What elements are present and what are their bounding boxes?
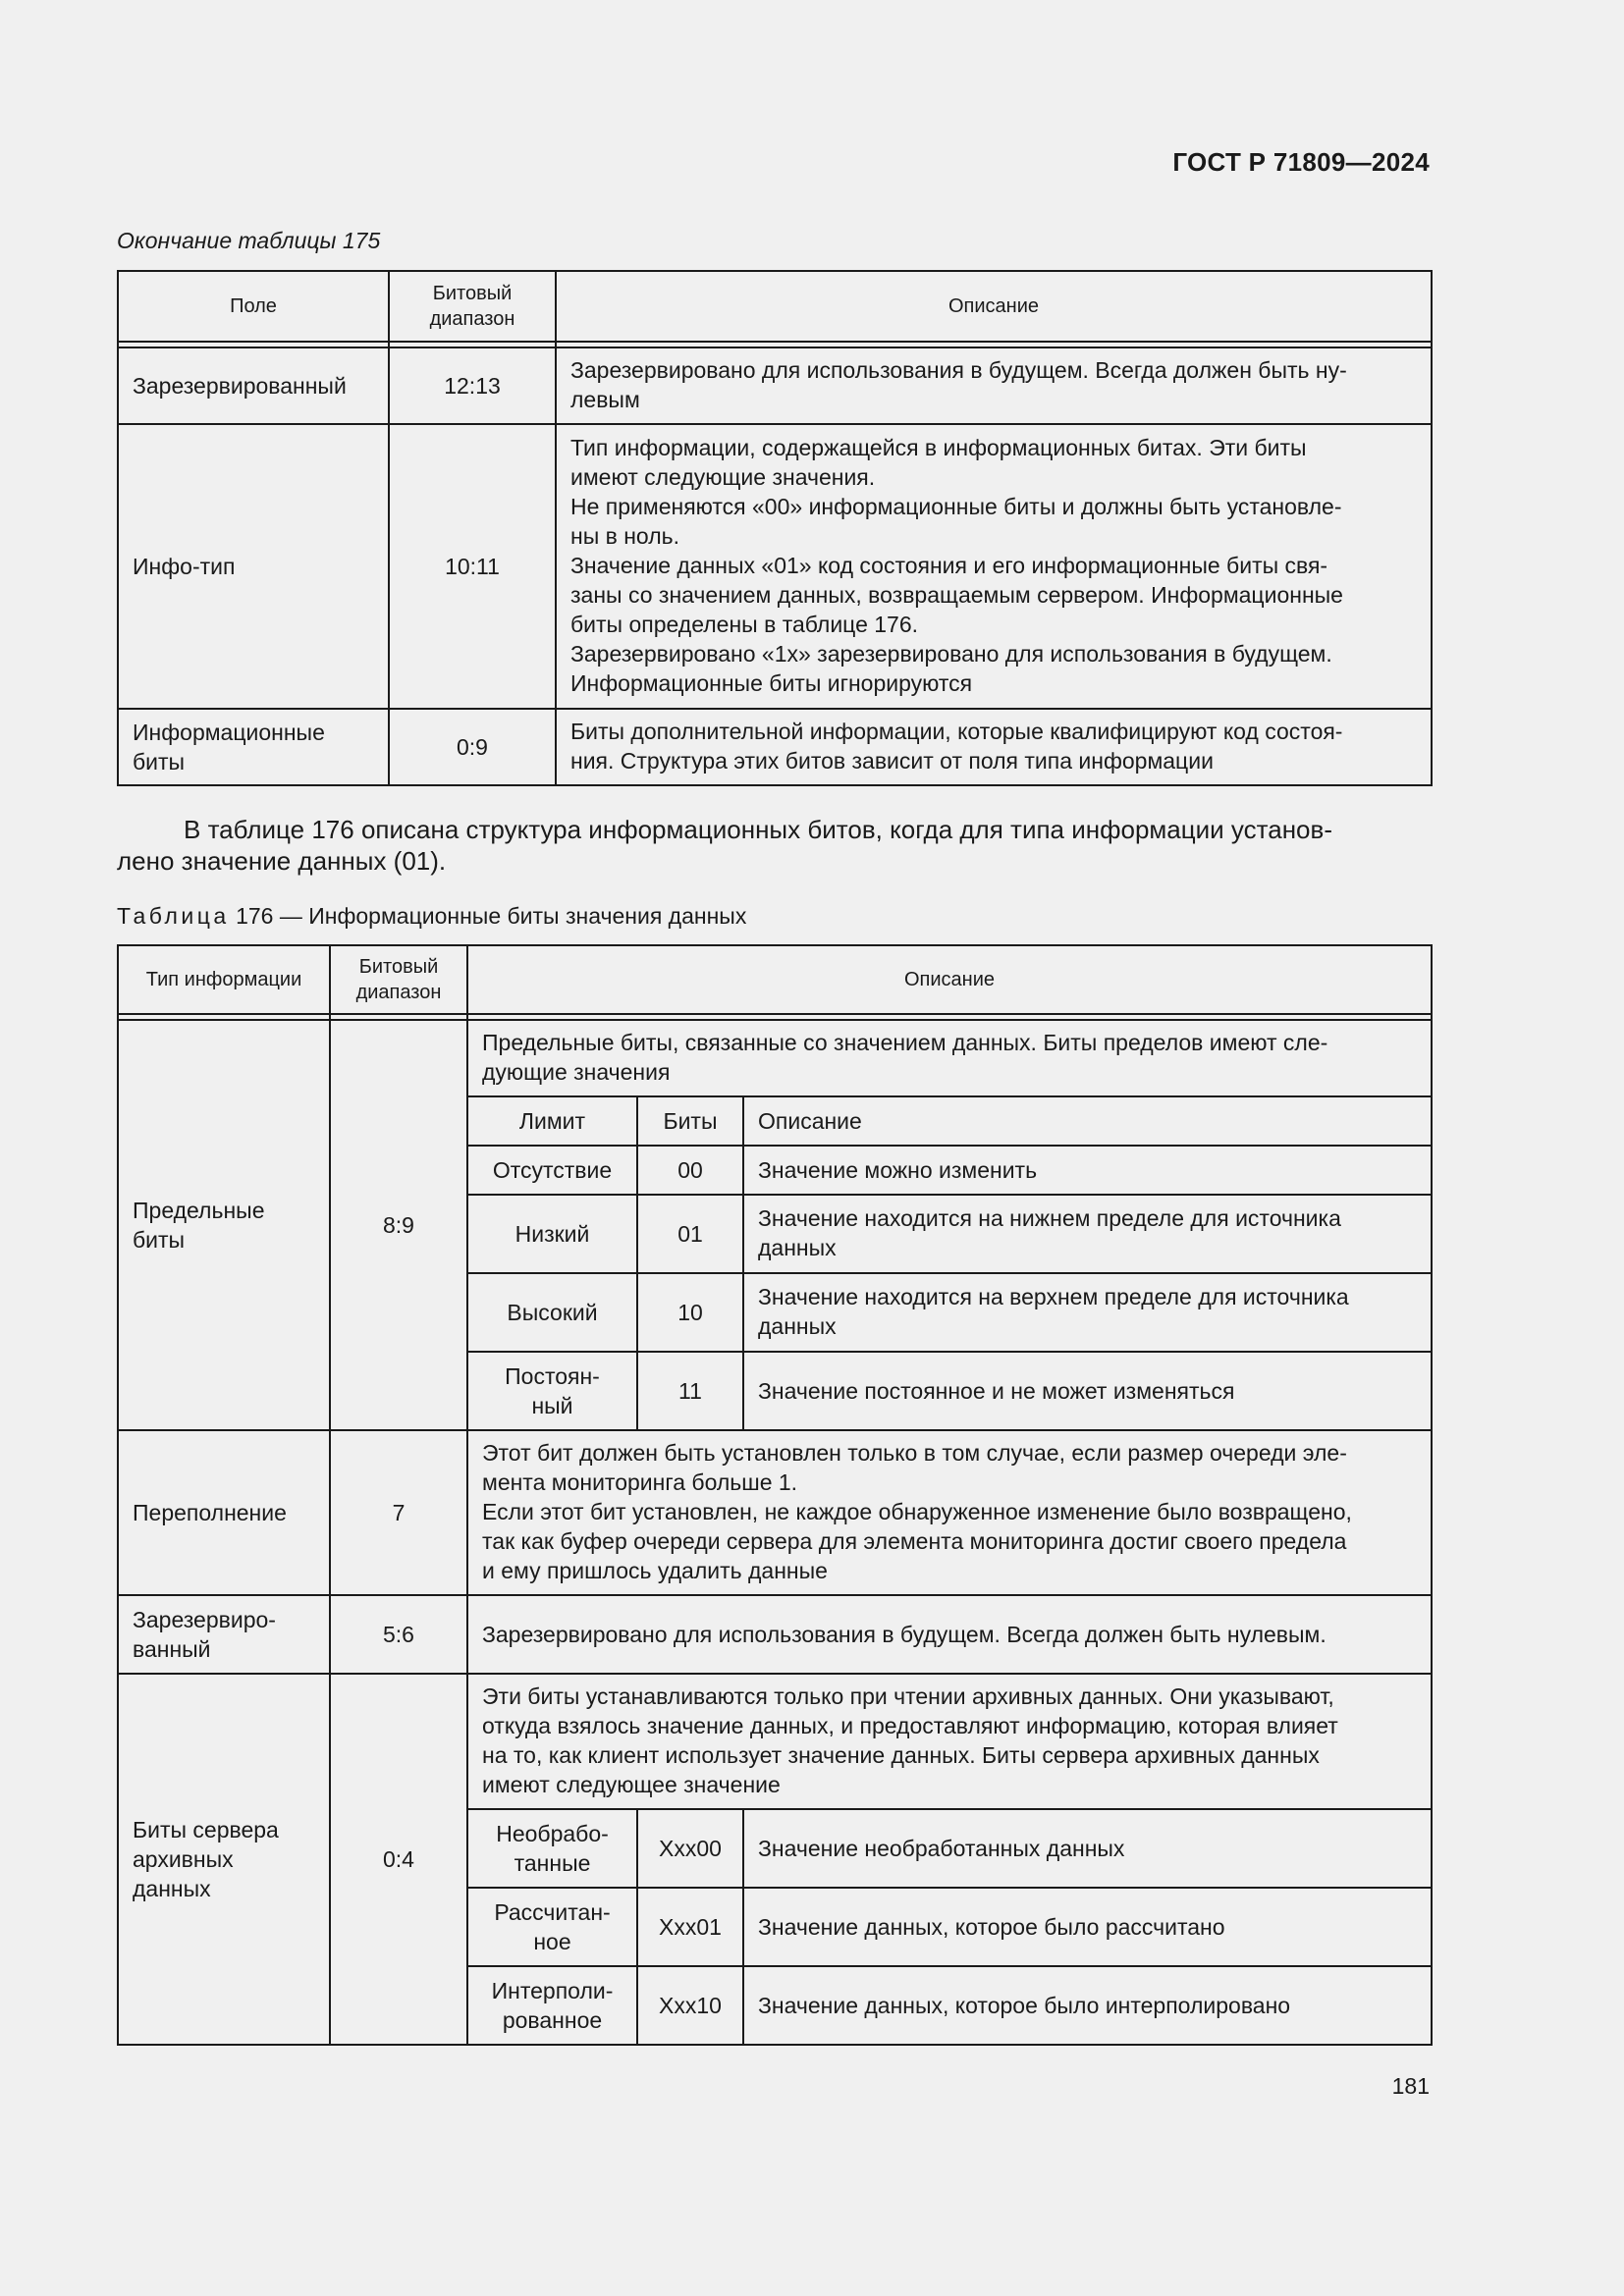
bit-range: 0:4: [330, 1674, 467, 2045]
column-header-description: Описание: [467, 945, 1432, 1014]
archive-value-name: Рассчитан- ное: [467, 1888, 637, 1966]
field-name: Зарезервированный: [118, 347, 389, 424]
table-row: [118, 424, 1432, 709]
column-header-info-type: Тип информации: [118, 945, 330, 1014]
bit-range: 8:9: [330, 1020, 467, 1430]
limit-name: Постоян- ный: [467, 1352, 637, 1430]
table-row: [118, 1430, 1432, 1595]
standard-number: ГОСТ Р 71809—2024: [1172, 147, 1430, 177]
sub-header-description: Описание: [743, 1096, 1432, 1146]
sub-header-bits: Биты: [637, 1096, 743, 1146]
sub-header-limit: Лимит: [467, 1096, 637, 1146]
header-text: Битовый диапазон: [429, 283, 515, 330]
page-number: 181: [1391, 2073, 1430, 2099]
archive-bits: Xxx01: [637, 1888, 743, 1966]
limit-name: Отсутствие: [467, 1146, 637, 1195]
limit-bits-intro: Предельные биты, связанные со значением данных. Биты пределов имеют сле- дующие значения: [467, 1020, 1432, 1096]
body-paragraph: В таблице 176 описана структура информационных битов, когда для типа информации установ- лено значение данных (01).: [117, 815, 1332, 876]
table-row: [118, 347, 1432, 424]
limit-description: Значение находится на нижнем пределе для источника данных: [743, 1195, 1432, 1273]
column-header-bit-range: Битовый диапазон: [330, 945, 467, 1014]
bit-range: 7: [330, 1430, 467, 1595]
limit-name: Низкий: [467, 1195, 637, 1273]
overflow-description: Этот бит должен быть установлен только в том случае, если размер очереди эле- мента мониторинга больше 1. Если этот бит установлен, не каждое обнаруженное изменение было возвращено, так как буфер очереди сервера для элемента мониторинга достиг своего предела и ему пришлось удалить данные: [467, 1430, 1432, 1595]
archive-bits: Xxx00: [637, 1809, 743, 1888]
table-175-header-row: [118, 271, 1432, 342]
field-name: Инфо-тип: [118, 424, 389, 709]
field-description: Биты дополнительной информации, которые квалифицируют код состоя- ния. Структура этих битов зависит от поля типа информации: [556, 709, 1432, 785]
archive-bits: Xxx10: [637, 1966, 743, 2045]
limit-bits: 00: [637, 1146, 743, 1195]
archive-description: Значение необработанных данных: [743, 1809, 1432, 1888]
limit-description: Значение находится на верхнем пределе для источника данных: [743, 1273, 1432, 1352]
table-row: [118, 709, 1432, 785]
bit-range: 5:6: [330, 1595, 467, 1674]
table-176: [117, 944, 1433, 2046]
limit-name: Высокий: [467, 1273, 637, 1352]
table-row: [118, 1595, 1432, 1674]
limit-bits: 10: [637, 1273, 743, 1352]
bit-range: 12:13: [389, 347, 556, 424]
archive-value-name: Интерполи- рованное: [467, 1966, 637, 2045]
column-header-bit-range: [389, 271, 556, 342]
info-type: Предельные биты: [118, 1020, 330, 1430]
archive-description: Значение данных, которое было рассчитано: [743, 1888, 1432, 1966]
table-175: [117, 270, 1433, 786]
info-type: Зарезервиро- ванный: [118, 1595, 330, 1674]
table-176-header-row: [118, 945, 1432, 1014]
field-description: Зарезервировано для использования в будущем. Всегда должен быть ну- левым: [556, 347, 1432, 424]
info-type: Переполнение: [118, 1430, 330, 1595]
limit-description: Значение постоянное и не может изменяться: [743, 1352, 1432, 1430]
column-header-field: Поле: [118, 271, 389, 342]
limit-bits: 01: [637, 1195, 743, 1273]
bit-range: 0:9: [389, 709, 556, 785]
reserved-description: Зарезервировано для использования в будущем. Всегда должен быть нулевым.: [467, 1595, 1432, 1674]
archive-bits-intro: Эти биты устанавливаются только при чтении архивных данных. Они указывают, откуда взялось значение данных, и предоставляют информацию, которая влияет на то, как клиент использует значение данных. Биты сервера архивных данных имеют следующее значение: [467, 1674, 1432, 1809]
bit-range: 10:11: [389, 424, 556, 709]
field-name: Информационные биты: [118, 709, 389, 785]
field-description: Тип информации, содержащейся в информационных битах. Эти биты имеют следующие значения. Не применяются «00» информационные биты и должны быть установле- ны в ноль. Значение данных «01» код состояния и его информационные биты свя- заны со значением данных, возвращаемым сервером. Информационные биты определены в таблице 176. Зарезервировано «1х» зарезервировано для использования в будущем. Информационные биты игнорируются: [556, 424, 1432, 709]
limit-description: Значение можно изменить: [743, 1146, 1432, 1195]
table-row: [118, 1674, 1432, 1809]
archive-value-name: Необрабо- танные: [467, 1809, 637, 1888]
limit-bits: 11: [637, 1352, 743, 1430]
archive-description: Значение данных, которое было интерполировано: [743, 1966, 1432, 2045]
table-175-caption: Окончание таблицы 175: [117, 228, 381, 253]
table-row: [118, 1020, 1432, 1096]
table-176-caption: Таблица 176 — Информационные биты значения данных: [117, 903, 747, 929]
info-type: Биты сервера архивных данных: [118, 1674, 330, 2045]
column-header-description: Описание: [556, 271, 1432, 342]
